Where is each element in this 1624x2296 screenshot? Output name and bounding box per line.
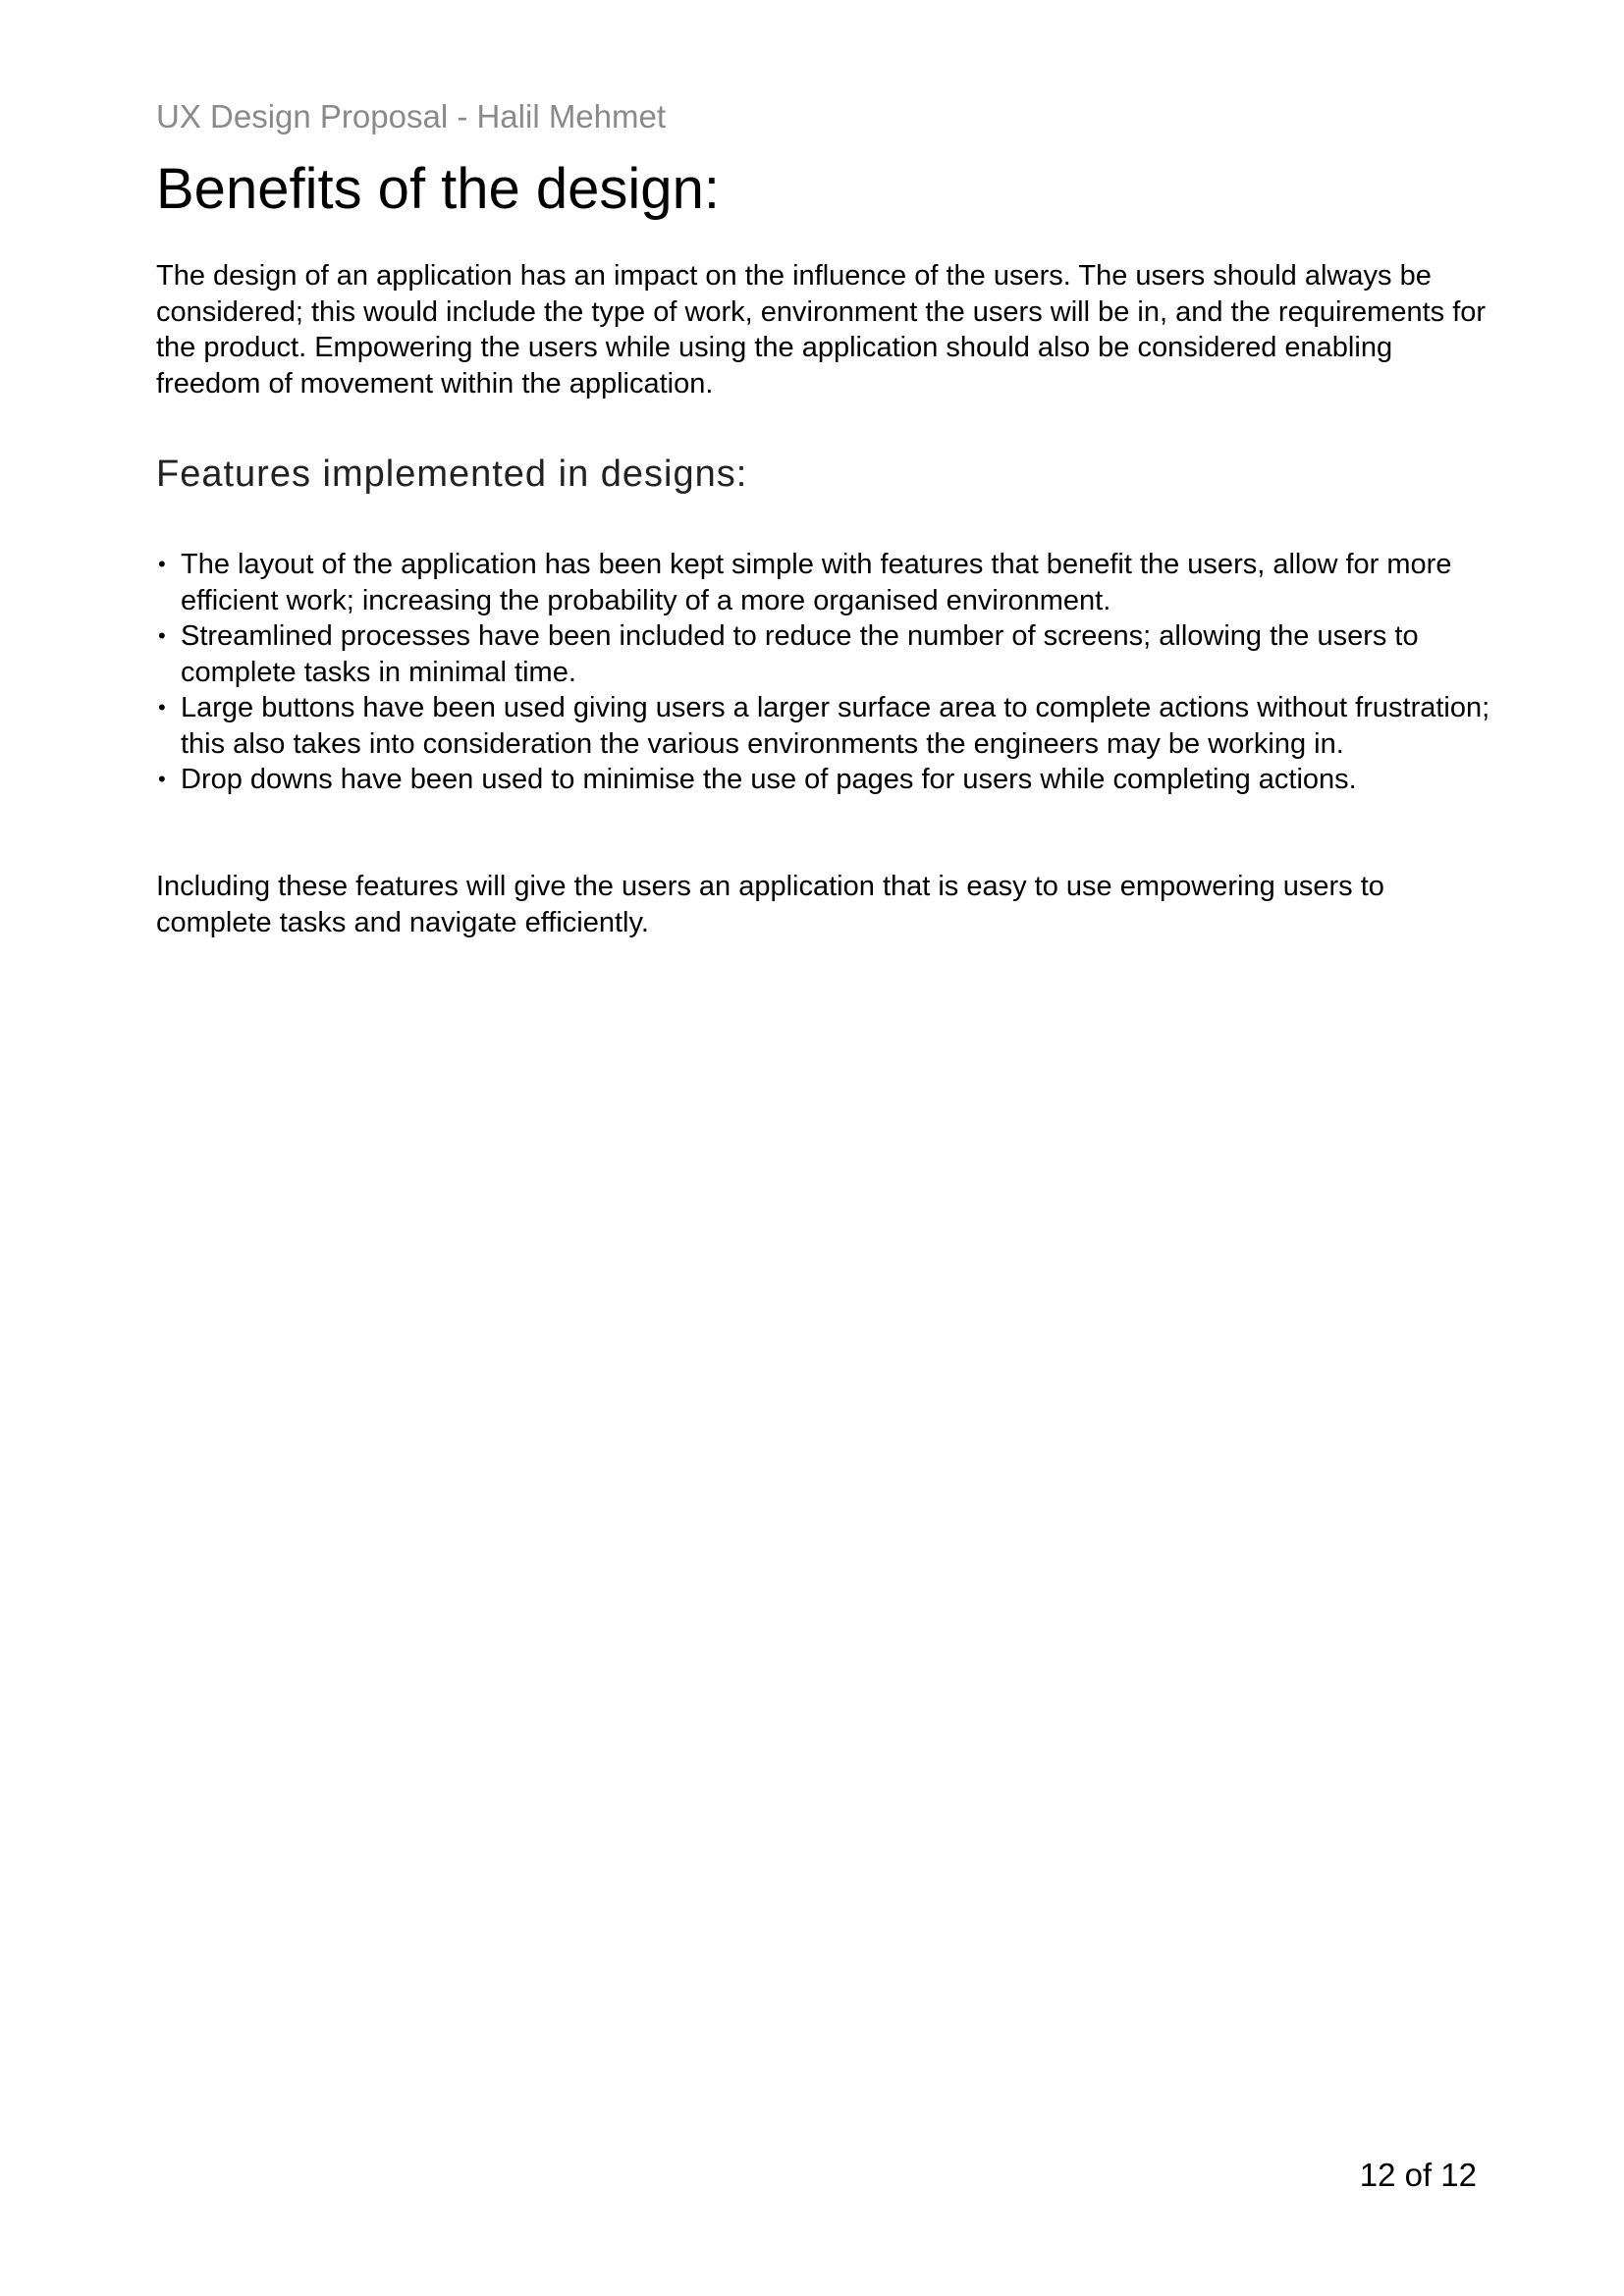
page-title: Benefits of the design: <box>156 157 720 221</box>
bullet-icon: • <box>158 695 166 720</box>
bullet-icon: • <box>158 767 166 791</box>
bullet-icon: • <box>158 552 166 576</box>
page-number: 12 of 12 <box>1359 2157 1477 2193</box>
list-item <box>156 762 1511 798</box>
features-heading: Features implemented in designs: <box>156 454 748 495</box>
conclusion-paragraph: Including these features will give the users an application that is easy to use empowering users to complete tasks and navigate efficiently. <box>156 871 1384 938</box>
list-item <box>156 618 1511 690</box>
list-item-text: Drop downs have been used to minimise the use of pages for users while completing actions. <box>181 764 1357 795</box>
features-list <box>156 547 1511 798</box>
running-header: UX Design Proposal - Halil Mehmet <box>156 98 667 134</box>
list-item-text: Large buttons have been used giving users a larger surface area to complete actions without frustration; this also takes into consideration the various environments the engineers may be working in. <box>181 692 1490 760</box>
list-item <box>156 547 1511 618</box>
bullet-icon: • <box>158 623 166 648</box>
list-item-text: The layout of the application has been kept simple with features that benefit the users, allow for more efficient work; increasing the probability of a more organised environment. <box>181 549 1452 616</box>
list-item <box>156 690 1511 762</box>
intro-paragraph: The design of an application has an impact on the influence of the users. The users should always be considered; this would include the type of work, environment the users will be in, and the requirements for the product. Empowering the users while using the application should also be considered enabling freedom of movement within the application. <box>156 260 1487 400</box>
list-item-text: Streamlined processes have been included to reduce the number of screens; allowing the users to complete tasks in minimal time. <box>181 620 1419 688</box>
